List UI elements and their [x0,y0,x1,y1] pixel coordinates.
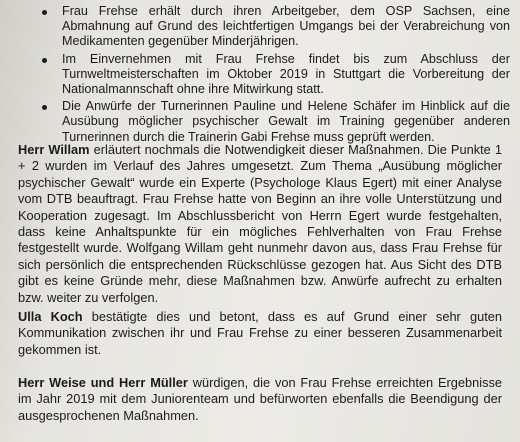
speaker-name: Herr Weise und Herr Müller [18,375,188,390]
bullet-item-2 [40,52,510,98]
paragraph-weise-mueller [18,375,502,424]
bullet-icon [42,58,47,63]
speaker-name: Ulla Koch [18,309,83,324]
bullet-text: Frau Frehse erhält durch ihren Arbeitgeber, dem OSP Sachsen, eine Abmahnung auf Grund des leichtfertigen Umgangs bei der Verabreichung von Medikamenten gegenüber Minderjährigen. [62,4,510,49]
bullet-list [40,4,510,147]
bullet-item-3 [40,99,510,145]
paragraph-willam [18,142,502,306]
bullet-text: Im Einvernehmen mit Frau Frehse findet bis zum Abschluss der Turnweltmeisterschaften im Oktober 2019 in Stuttgart die Vorbereitung der Nationalmannschaft ohne ihre Mitwirkung statt. [62,51,510,97]
paragraph-text: erläutert nochmals die Notwendigkeit dieser Maßnahmen. Die Punkte 1 + 2 wurden im Verlauf des Jahres umgesetzt. Zum Thema „Ausübung möglicher psychischer Gewalt“ wurde ein Experte (Psychologe Klaus Egert) mit einer Analyse vom DTB beauftragt. Frau Frehse hatte von Beginn an ihre volle Unterstützung und Kooperation zugesagt. Im Abschlussbericht von Herrn Egert wurde festgehalten, dass keine Anhaltspunkte für ein mögliches Fehlverhalten von Frau Frehse festgestellt wurde. Wolfgang Willam geht nunmehr davon aus, dass Frau Frehse für sich persönlich die entsprechenden Rückschlüsse gezogen hat. Aus Sicht des DTB gibt es keine Gründe mehr, diese Maßnahmen bzw. Anwürfe aufrecht zu erhalten bzw. weiter zu verfolgen. [18,142,502,305]
speaker-name: Herr Willam [18,142,90,157]
bullet-text: Die Anwürfe der Turnerinnen Pauline und Helene Schäfer im Hinblick auf die Ausübung möglicher psychischer Gewalt im Training gegenüber anderen Turnerinnen durch die Trainerin Gabi Frehse muss geprüft werden. [62,99,510,144]
paragraph-text: würdigen, die von Frau Frehse erreichten Ergebnisse im Jahr 2019 mit dem Juniorenteam und befürworten ebenfalls die Beendigung der ausgesprochenen Maßnahmen. [18,375,502,423]
bullet-item-1 [40,4,510,50]
bullet-icon [42,105,47,110]
paragraph-text: bestätigte dies und betont, dass es auf Grund einer sehr guten Kommunikation zwischen ihr und Frau Frehse zu einer besseren Zusammenarbeit gekommen ist. [18,309,502,357]
paragraph-koch [18,309,502,358]
bullet-icon [42,10,47,15]
